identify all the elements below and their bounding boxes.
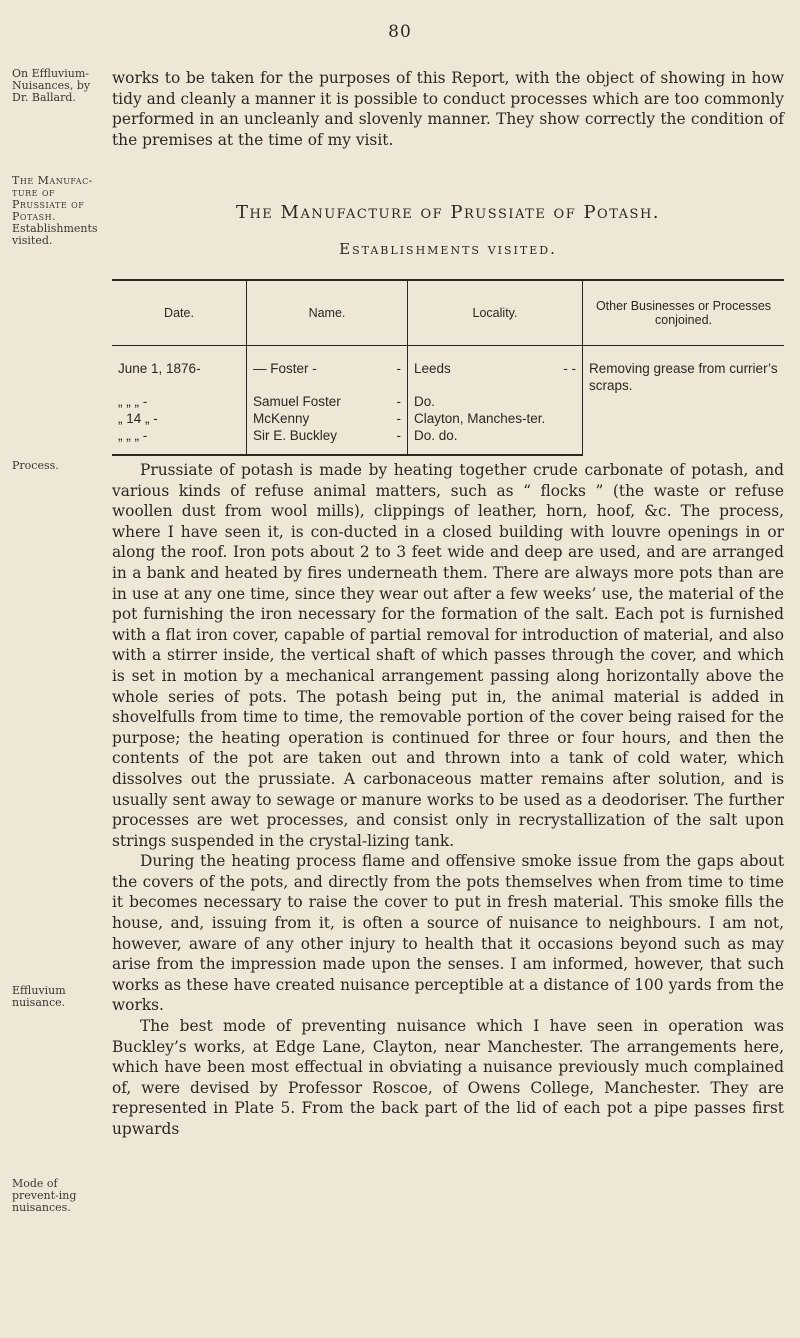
cell-name-dash: - [396,361,401,376]
paragraph-mode: The best mode of preventing nuisance which I have seen in operation was Buckley’s works, at Edge Lane, Clayton, near Manchester. The arrangements here, which have been most effectual in obviating a nuisance previously much complained of, were devised by Professor Roscoe, of Owens College, Manchester. They are represented in Plate 5. From the back part of the lid of each pot a pipe passes first upwards [112,1017,784,1138]
cell-date: „ „ „ - [112,377,247,410]
margin-note-manufacture [12,175,104,247]
cell-name [247,427,408,455]
body-text [112,460,784,1140]
margin-note-effluvium: Effluvium nuisance. [12,984,66,1009]
cell-name [247,377,408,410]
table-header-row [112,280,784,346]
header-date: Date. [112,280,247,346]
intro-text: works to be taken for the purposes of this Report, with the object of showing in how tidy and cleanly a manner it is possible to conduct processes which are too commonly performed in an uncleanly and slovenly manner. They show correctly the condition of the premises at the time of my visit. [112,69,784,149]
cell-name [247,410,408,427]
header-name: Name. [247,280,408,346]
cell-date: „ 14 „ - [112,410,247,427]
margin-note-establishments: Establishments visited. [12,222,98,247]
cell-locality-dash: - - [563,361,576,376]
margin-note-mode: Mode of prevent-ing nuisances. [12,1177,77,1214]
section-subheading: Establishments visited. [339,240,557,258]
cell-locality: Do. do. [408,427,583,455]
cell-other: Removing grease from currier’s scraps. [589,361,778,393]
page-number: 80 [388,22,412,42]
margin-note-manufacture-title: The Manufac-ture of Prussiate of Potash. [12,174,93,223]
cell-name-text: McKenny [253,411,310,426]
cell-name-dash: - [396,394,401,409]
cell-locality-text: Leeds [414,361,451,376]
cell-name-dash: - [396,428,401,443]
cell-name-dash: - [396,411,401,426]
header-other: Other Businesses or Processes conjoined. [583,280,785,346]
table-row [112,346,784,378]
paragraph-effluvium: During the heating process flame and offensive smoke issue from the gaps about the covers of the pots, and directly from the pots themselves when from time to time it becomes necessary to raise the cover to put in fresh material. This smoke fills the house, and, issuing from it, is often a source of nuisance to neighbours. I am not, however, aware of any other injury to health that it occasions beyond such as may arise from the impression made upon the senses. I am informed, however, that such works as these have created nuisance perceptible at a distance of 100 yards from the works. [112,852,784,1015]
header-locality: Locality. [408,280,583,346]
cell-locality [408,346,583,378]
establishments-table [112,279,784,456]
paragraph-process: Prussiate of potash is made by heating together crude carbonate of potash, and various kinds of refuse animal matters, such as “ flocks ” (the waste or refuse woollen dust from wool mills), clippings of leather, horn, hoof, &c. The process, where I have seen it, is con-ducted in a closed building with louvre openings in or along the roof. Iron pots about 2 to 3 feet wide and deep are used, and are arranged in a bank and heated by fires underneath them. There are always more pots than are in use at any one time, since they wear out after a few weeks’ use, the material of the pot furnishing the iron necessary for the formation of the salt. Each pot is furnished with a flat iron cover, capable of partial removal for introduction of material, and also with a stirrer inside, the vertical shaft of which passes through the cover, and which is set in motion by a mechanical arrangement passing along horizontally above the whole series of pots. The potash being put in, the animal material is added in shovelfulls from time to time, the removable portion of the cover being raised for the purpose; the heating operation is continued for three or four hours, and then the contents of the pot are taken out and thrown into a tank of cold water, which dissolves out the prussiate. A carbonaceous matter remains after solution, and is usually sent away to sewage or manure works to be used as a deodoriser. The further processes are wet processes, and consist only in recrystallization of the salt upon strings suspended in the crystal-lizing tank. [112,461,784,850]
cell-name-text: Samuel Foster [253,394,341,409]
cell-name [247,346,408,378]
cell-date: „ „ „ - [112,427,247,455]
cell-locality: Do. [408,377,583,410]
section-heading: The Manufacture of Prussiate of Potash. [235,202,661,223]
cell-date: June 1, 1876- [112,346,247,378]
cell-locality: Clayton, Manches-ter. [408,410,583,427]
intro-paragraph [112,68,784,150]
margin-note-process: Process. [12,459,59,472]
cell-name-text: — Foster - [253,361,317,376]
cell-name-text: Sir E. Buckley [253,428,338,443]
margin-note-source: On Effluvium-Nuisances, by Dr. Ballard. [12,67,91,104]
